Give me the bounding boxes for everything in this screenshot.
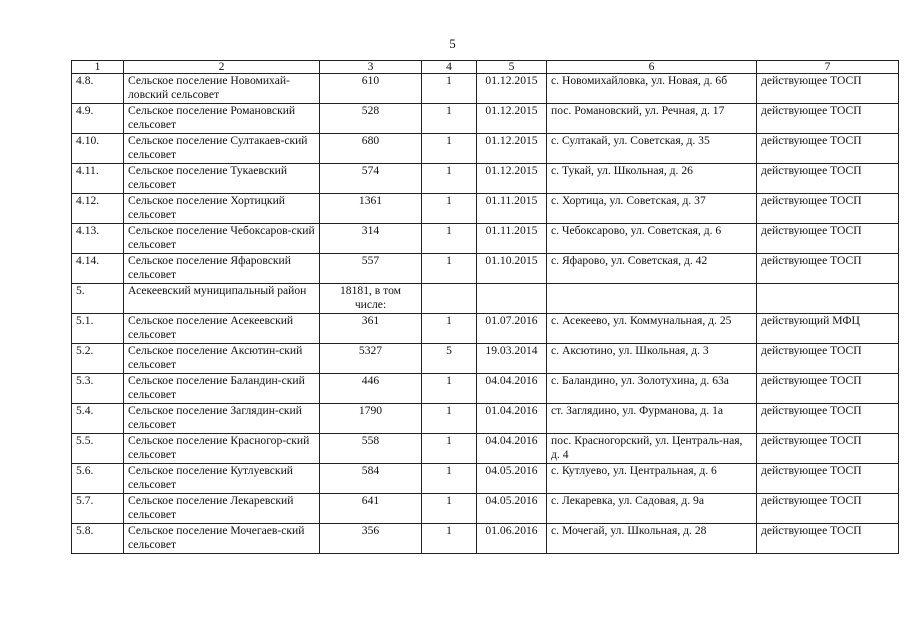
cell-status: действующее ТОСП: [757, 104, 899, 134]
cell-settlement-name: Сельское поселение Баландин-ский сельсовет: [124, 374, 320, 404]
cell-settlement-name: Сельское поселение Романовский сельсовет: [124, 104, 320, 134]
cell-number: 4.11.: [72, 164, 124, 194]
cell-status: действующее ТОСП: [757, 374, 899, 404]
column-header: 4: [422, 61, 477, 74]
cell-windows: 1: [422, 524, 477, 554]
cell-number: 4.9.: [72, 104, 124, 134]
cell-date: 01.06.2016: [477, 524, 547, 554]
cell-status: действующее ТОСП: [757, 164, 899, 194]
cell-date: [477, 284, 547, 314]
table-row: [72, 344, 899, 374]
cell-date: 01.11.2015: [477, 224, 547, 254]
cell-address: с. Тукай, ул. Школьная, д. 26: [547, 164, 757, 194]
cell-population: 1361: [320, 194, 422, 224]
cell-status: действующее ТОСП: [757, 194, 899, 224]
table-row: [72, 314, 899, 344]
cell-address: пос. Красногорский, ул. Централь-ная, д. 4: [547, 434, 757, 464]
cell-population: 314: [320, 224, 422, 254]
cell-address: с. Мочегай, ул. Школьная, д. 28: [547, 524, 757, 554]
table-body: [72, 74, 899, 554]
cell-number: 4.8.: [72, 74, 124, 104]
cell-windows: 1: [422, 374, 477, 404]
cell-windows: 1: [422, 494, 477, 524]
table-row: [72, 164, 899, 194]
column-header: 2: [124, 61, 320, 74]
cell-address: ст. Заглядино, ул. Фурманова, д. 1а: [547, 404, 757, 434]
cell-population: 18181, в том числе:: [320, 284, 422, 314]
cell-number: 4.14.: [72, 254, 124, 284]
cell-windows: 1: [422, 254, 477, 284]
table-row: [72, 284, 899, 314]
cell-address: с. Султакай, ул. Советская, д. 35: [547, 134, 757, 164]
cell-population: 446: [320, 374, 422, 404]
table-row: [72, 104, 899, 134]
cell-population: 584: [320, 464, 422, 494]
cell-address: с. Яфарово, ул. Советская, д. 42: [547, 254, 757, 284]
cell-status: действующее ТОСП: [757, 134, 899, 164]
cell-number: 5.5.: [72, 434, 124, 464]
cell-address: с. Новомихайловка, ул. Новая, д. 6б: [547, 74, 757, 104]
table-row: [72, 374, 899, 404]
cell-population: 641: [320, 494, 422, 524]
cell-status: действующее ТОСП: [757, 494, 899, 524]
column-header: 6: [547, 61, 757, 74]
cell-date: 04.04.2016: [477, 434, 547, 464]
cell-address: с. Аксютино, ул. Школьная, д. 3: [547, 344, 757, 374]
table-row: [72, 74, 899, 104]
table-row: [72, 494, 899, 524]
cell-settlement-name: Сельское поселение Заглядин-ский сельсовет: [124, 404, 320, 434]
cell-number: 5.8.: [72, 524, 124, 554]
cell-windows: [422, 284, 477, 314]
cell-status: действующее ТОСП: [757, 464, 899, 494]
cell-population: 574: [320, 164, 422, 194]
cell-population: 610: [320, 74, 422, 104]
cell-address: с. Кутлуево, ул. Центральная, д. 6: [547, 464, 757, 494]
cell-date: 01.10.2015: [477, 254, 547, 284]
cell-address: с. Баландино, ул. Золотухина, д. 63а: [547, 374, 757, 404]
cell-status: действующее ТОСП: [757, 74, 899, 104]
cell-settlement-name: Сельское поселение Чебоксаров-ский сельсовет: [124, 224, 320, 254]
cell-date: 01.04.2016: [477, 404, 547, 434]
table-row: [72, 524, 899, 554]
cell-settlement-name: Асекеевский муниципальный район: [124, 284, 320, 314]
cell-date: 01.11.2015: [477, 194, 547, 224]
cell-windows: 5: [422, 344, 477, 374]
cell-windows: 1: [422, 164, 477, 194]
table-row: [72, 224, 899, 254]
cell-number: 5.7.: [72, 494, 124, 524]
cell-population: 361: [320, 314, 422, 344]
column-header: 5: [477, 61, 547, 74]
cell-population: 1790: [320, 404, 422, 434]
cell-population: 557: [320, 254, 422, 284]
table-row: [72, 434, 899, 464]
cell-windows: 1: [422, 404, 477, 434]
cell-population: 558: [320, 434, 422, 464]
cell-status: [757, 284, 899, 314]
column-header: 7: [757, 61, 899, 74]
cell-status: действующее ТОСП: [757, 224, 899, 254]
cell-windows: 1: [422, 464, 477, 494]
cell-number: 5.2.: [72, 344, 124, 374]
cell-settlement-name: Сельское поселение Красногор-ский сельсовет: [124, 434, 320, 464]
cell-date: 04.05.2016: [477, 464, 547, 494]
cell-address: с. Асекеево, ул. Коммунальная, д. 25: [547, 314, 757, 344]
cell-date: 04.05.2016: [477, 494, 547, 524]
cell-settlement-name: Сельское поселение Лекаревский сельсовет: [124, 494, 320, 524]
cell-number: 5.4.: [72, 404, 124, 434]
cell-windows: 1: [422, 194, 477, 224]
cell-number: 5.3.: [72, 374, 124, 404]
table-row: [72, 134, 899, 164]
cell-windows: 1: [422, 434, 477, 464]
table-row: [72, 254, 899, 284]
column-header: 3: [320, 61, 422, 74]
cell-status: действующее ТОСП: [757, 524, 899, 554]
cell-date: 19.03.2014: [477, 344, 547, 374]
cell-address: пос. Романовский, ул. Речная, д. 17: [547, 104, 757, 134]
page-number: 5: [449, 36, 456, 51]
cell-windows: 1: [422, 224, 477, 254]
cell-date: 01.07.2016: [477, 314, 547, 344]
cell-windows: 1: [422, 74, 477, 104]
cell-address: с. Чебоксарово, ул. Советская, д. 6: [547, 224, 757, 254]
cell-windows: 1: [422, 104, 477, 134]
table-row: [72, 404, 899, 434]
cell-status: действующий МФЦ: [757, 314, 899, 344]
cell-settlement-name: Сельское поселение Тукаевский сельсовет: [124, 164, 320, 194]
cell-population: 528: [320, 104, 422, 134]
cell-settlement-name: Сельское поселение Новомихай-ловский сельсовет: [124, 74, 320, 104]
cell-settlement-name: Сельское поселение Асекеевский сельсовет: [124, 314, 320, 344]
table-row: [72, 194, 899, 224]
cell-number: 5.6.: [72, 464, 124, 494]
cell-date: 01.12.2015: [477, 74, 547, 104]
cell-windows: 1: [422, 134, 477, 164]
document-table: [71, 60, 899, 554]
cell-number: 4.12.: [72, 194, 124, 224]
cell-number: 5.: [72, 284, 124, 314]
cell-settlement-name: Сельское поселение Султакаев-ский сельсовет: [124, 134, 320, 164]
header-row: [72, 61, 899, 74]
cell-number: 4.10.: [72, 134, 124, 164]
cell-status: действующее ТОСП: [757, 344, 899, 374]
cell-number: 5.1.: [72, 314, 124, 344]
cell-status: действующее ТОСП: [757, 434, 899, 464]
cell-settlement-name: Сельское поселение Хортицкий сельсовет: [124, 194, 320, 224]
cell-population: 356: [320, 524, 422, 554]
cell-status: действующее ТОСП: [757, 254, 899, 284]
cell-date: 04.04.2016: [477, 374, 547, 404]
cell-settlement-name: Сельское поселение Мочегаев-ский сельсовет: [124, 524, 320, 554]
cell-date: 01.12.2015: [477, 164, 547, 194]
cell-population: 5327: [320, 344, 422, 374]
cell-windows: 1: [422, 314, 477, 344]
cell-number: 4.13.: [72, 224, 124, 254]
cell-settlement-name: Сельское поселение Кутлуевский сельсовет: [124, 464, 320, 494]
cell-date: 01.12.2015: [477, 134, 547, 164]
table-row: [72, 464, 899, 494]
cell-address: с. Хортица, ул. Советская, д. 37: [547, 194, 757, 224]
column-header: 1: [72, 61, 124, 74]
cell-address: с. Лекаревка, ул. Садовая, д. 9а: [547, 494, 757, 524]
cell-settlement-name: Сельское поселение Яфаровский сельсовет: [124, 254, 320, 284]
cell-address: [547, 284, 757, 314]
cell-settlement-name: Сельское поселение Аксютин-ский сельсовет: [124, 344, 320, 374]
cell-status: действующее ТОСП: [757, 404, 899, 434]
cell-date: 01.12.2015: [477, 104, 547, 134]
cell-population: 680: [320, 134, 422, 164]
